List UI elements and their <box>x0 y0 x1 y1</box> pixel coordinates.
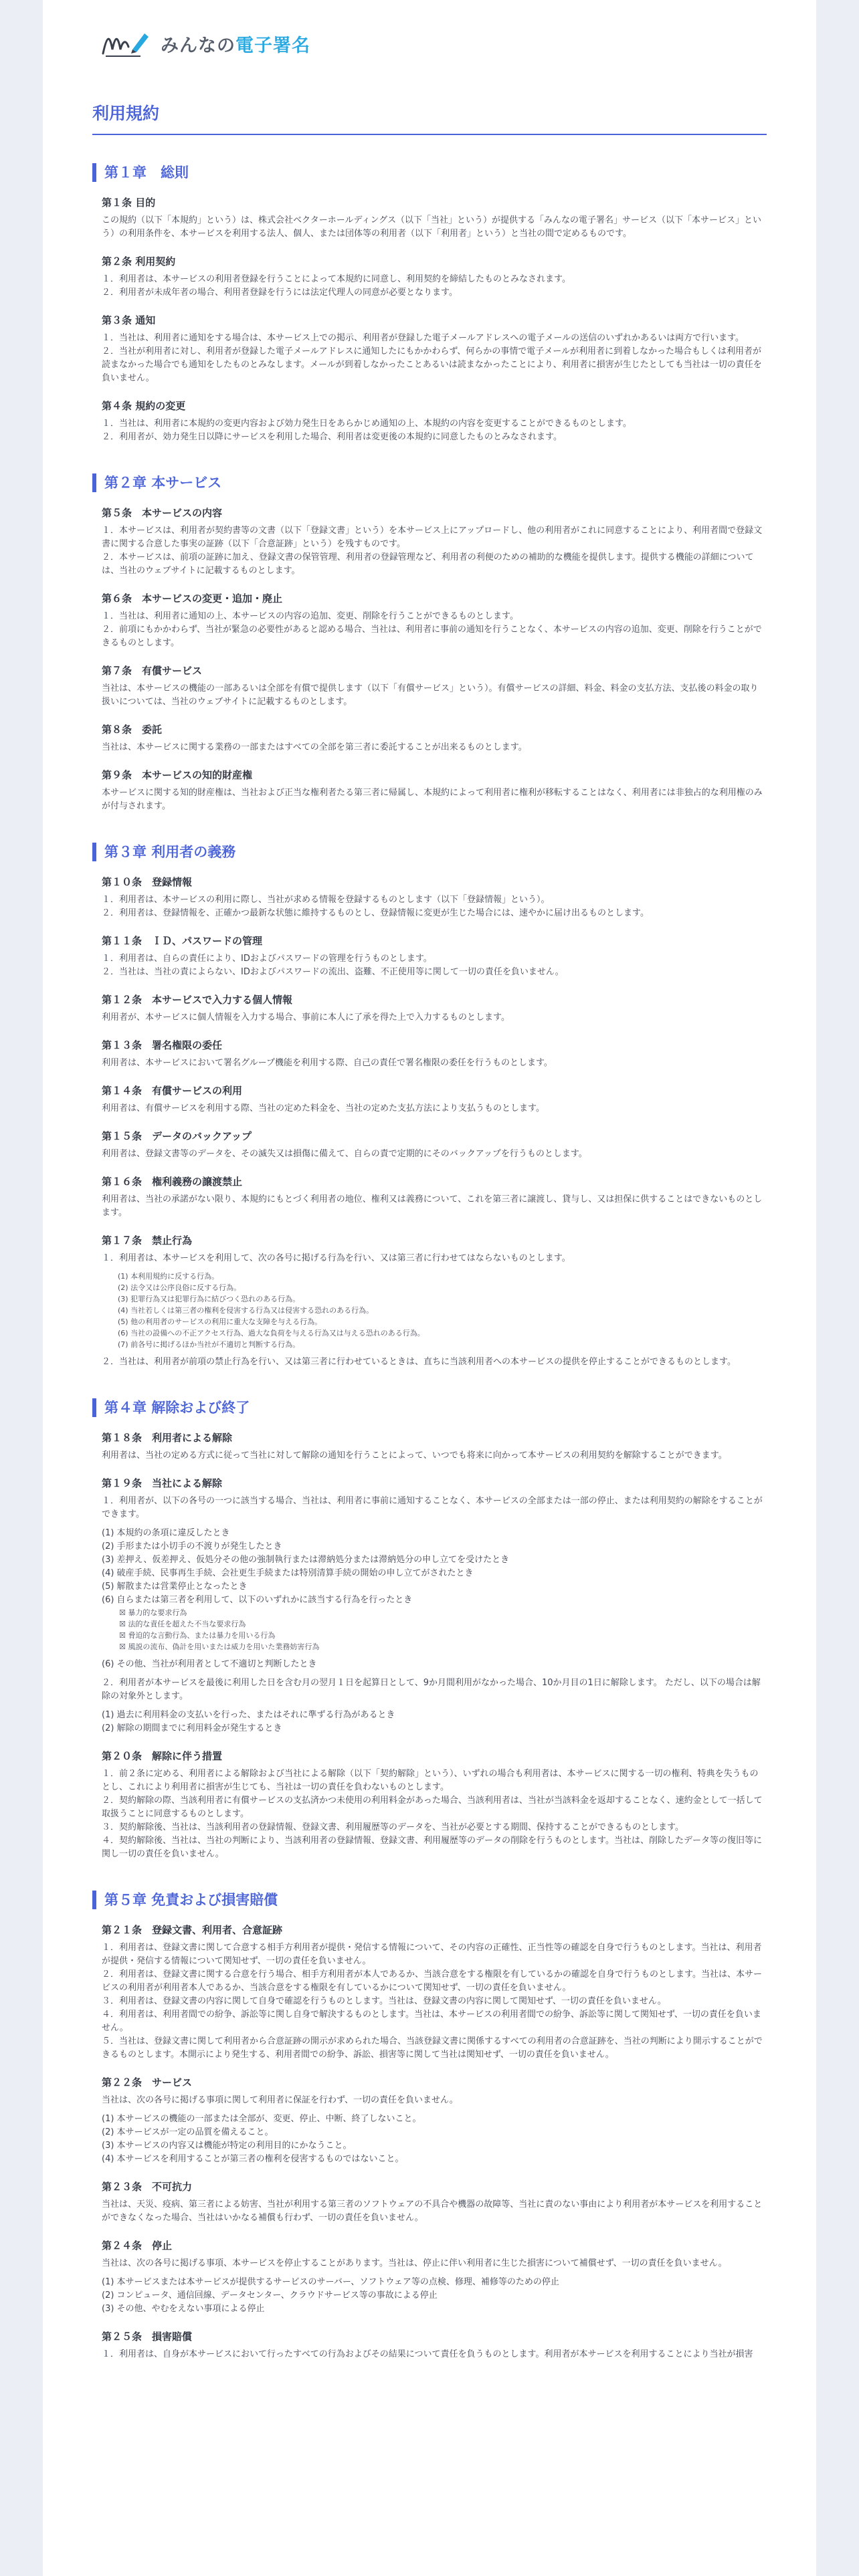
list-item: (5) 解散または営業停止となったとき <box>102 1582 248 1592</box>
list-item: (4) 破産手続、民事再生手続、会社更生手続または特別清算手続の開始の申し立てがされたとき <box>102 1568 474 1578</box>
title-divider <box>92 134 767 135</box>
article-paragraph: 当社は、天災、疫病、第三者による妨害、当社が利用する第三者のソフトウェアの不具合や機器の故障等、当社に責のない事由により利用者が本サービスを利用することができなくなった場合、当社はいかなる補償も行わず、一切の責任を負いません。 <box>102 2199 763 2223</box>
article-title: 第７条 有償サービス <box>102 665 203 677</box>
article-block <box>102 1923 767 2062</box>
article-block <box>102 195 767 241</box>
prohibited-item: (6) 当社の設備への不正アクセス行為、過大な負荷を与える行為又は与える恐れのある行為。 <box>118 1329 425 1337</box>
checkbox-item: ☒ 脅迫的な言動行為、または暴力を用いる行為 <box>119 1631 276 1640</box>
prohibited-item: (2) 法令又は公序良俗に反する行為。 <box>118 1283 242 1292</box>
spacer <box>102 1652 767 1658</box>
chapter-section <box>92 473 767 843</box>
article-paragraph: 利用者が、本サービスに個人情報を入力する場合、事前に本人に了承を得た上で入力するものとします。 <box>102 1012 510 1023</box>
article-block <box>102 1038 767 1070</box>
article-paragraph: ２．利用者が本サービスを最後に利用した日を含む月の翌月１日を起算日として、9か月間利用がなかった場合、10か月目の1日に解除します。 ただし、以下の場合は解除の対象外とします。 <box>102 1678 761 1701</box>
spacer <box>92 1874 767 1891</box>
list-item: (6) その他、当社が利用者として不適切と判断したとき <box>102 1659 317 1669</box>
article-title: 第２２条 サービス <box>102 2076 193 2088</box>
article-title: 第２１条 登録文書、利用者、合意証跡 <box>102 1924 283 1936</box>
logo-wordmark <box>161 31 310 57</box>
article-paragraph: １．利用者は、自身が本サービスにおいて行ったすべての行為およびその結果について責任を負うものとします。利用者が本サービスを利用することにより当社が損害 <box>102 2349 753 2359</box>
article-title: 第１０条 登録情報 <box>102 876 193 888</box>
article-title: 第２条 利用契約 <box>102 255 176 267</box>
article-title: 第１８条 利用者による解除 <box>102 1432 233 1444</box>
chapter-section <box>92 1398 767 1891</box>
list-item: (3) 差押え、仮差押え、仮処分その他の強制執行または滞納処分または滞納処分の申し立てを受けたとき <box>102 1555 510 1565</box>
article-block <box>102 768 767 813</box>
article-title: 第１６条 権利義務の譲渡禁止 <box>102 1176 243 1188</box>
list-item: (3) 本サービスの内容又は機能が特定の利用目的にかなうこと。 <box>102 2141 352 2151</box>
article-paragraph: ２．利用者は、登録情報を、正確かつ最新な状態に維持するものとし、登録情報に変更が生じた場合には、速やかに届け出るものとします。 <box>102 908 649 918</box>
spacer <box>92 2375 767 2391</box>
terms-content <box>92 163 767 2391</box>
article-paragraph: 当社は、次の各号に掲げる事項に関して利用者に保証を行わず、一切の責任を負いません。 <box>102 2095 458 2105</box>
site-header <box>56 0 803 87</box>
article-block <box>102 1129 767 1161</box>
article-title: 第６条 本サービスの変更・追加・廃止 <box>102 593 283 605</box>
article-paragraph: １．本サービスは、利用者が契約書等の文書（以下「登録文書」という）を本サービス上にアップロードし、他の利用者がこれに同意することにより、利用者間で登録文書に関する合意した事実の証跡（以下「合意証跡」という）を残すものです。 <box>102 526 763 549</box>
document-page <box>43 0 816 2576</box>
article-paragraph: ２．当社は、利用者が前項の禁止行為を行い、又は第三者に行わせているときは、直ちに当該利用者への本サービスの提供を停止することができるものとします。 <box>102 1357 736 1367</box>
article-block <box>102 506 767 578</box>
article-paragraph: ４．利用者は、利用者間での紛争、訴訟等に関し自身で解決するものとします。当社は、本サービスの利用者間での紛争、訴訟等に関して関知せず、一切の責任を負いません。 <box>102 2010 761 2033</box>
prohibited-item: (3) 犯罪行為又は犯罪行為に結びつく恐れのある行為。 <box>118 1295 300 1303</box>
article-paragraph: １．利用者が、以下の各号の一つに該当する場合、当社は、利用者に事前に通知することなく、本サービスの全部または一部の停止、または利用契約の解除をすることができます。 <box>102 1496 763 1519</box>
article-title: 第２４条 停止 <box>102 2240 173 2252</box>
prohibited-item: (1) 本利用規約に反する行為。 <box>118 1272 219 1281</box>
article-block <box>102 1430 767 1463</box>
article-title: 第２０条 解除に伴う措置 <box>102 1750 223 1762</box>
article-title: 第１条 目的 <box>102 197 156 209</box>
spacer <box>102 2107 767 2113</box>
list-item: (3) その他、やむをえない事項による停止 <box>102 2304 265 2314</box>
list-item: (2) 解除の期間までに利用料金が発生するとき <box>102 1723 282 1733</box>
article-paragraph: ２．利用者が未成年者の場合、利用者登録を行うには法定代理人の同意が必要となります。 <box>102 288 458 298</box>
article-title: 第１２条 本サービスで入力する個人情報 <box>102 994 293 1006</box>
article-paragraph: 利用者は、当社の承諾がない限り、本規約にもとづく利用者の地位、権利又は義務について、これを第三者に譲渡し、貸与し、又は担保に供することはできないものとします。 <box>102 1194 763 1218</box>
article-block <box>102 2238 767 2316</box>
chapter-title: 第３章 利用者の義務 <box>92 843 767 861</box>
article-paragraph: ２．前項にもかかわらず、当社が緊急の必要性があると認める場合、当社は、利用者に事前の通知を行うことなく、本サービスの内容の追加、変更、削除を行うことができるものとします。 <box>102 625 762 648</box>
article-title: 第８条 委託 <box>102 724 163 736</box>
article-paragraph: １．前２条に定める、利用者による解除および当社による解除（以下「契約解除」という）、いずれの場合も利用者は、本サービスに関する一切の権利、特典を失うものとし、これにより利用者に損害が生じても、当社は一切の責任を負わないものとします。 <box>102 1769 759 1792</box>
prohibited-item: (5) 他の利用者のサービスの利用に重大な支障を与える行為。 <box>118 1317 322 1326</box>
article-block <box>102 934 767 979</box>
list-item: (1) 本サービスまたは本サービスが提供するサービスのサーバー、ソフトウェア等の点検、修理、補修等のための停止 <box>102 2277 559 2287</box>
list-item: (4) 本サービスを利用することが第三者の権利を侵害するものではないこと。 <box>102 2154 404 2164</box>
article-title: 第５条 本サービスの内容 <box>102 507 223 519</box>
spacer <box>102 2270 767 2276</box>
article-paragraph: 当社は、本サービスの機能の一部あるいは全部を有償で提供します（以下「有償サービス」という）。有償サービスの詳細、料金、料金の支払方法、支払後の料金の取り扱いについては、当社のウェブサイトに記載するものとします。 <box>102 683 759 707</box>
prohibited-item: (4) 当社若しくは第三者の権利を侵害する行為又は侵害する恐れのある行為。 <box>118 1306 374 1315</box>
spacer <box>102 1521 767 1527</box>
checkbox-item: ☒ 風説の流布、偽計を用いまたは威力を用いた業務妨害行為 <box>119 1642 320 1651</box>
article-block <box>102 1174 767 1220</box>
article-block <box>102 1083 767 1115</box>
list-item: (2) 手形または小切手の不渡りが発生したとき <box>102 1541 282 1551</box>
article-title: 第２５条 損害賠償 <box>102 2331 193 2343</box>
article-paragraph: ２．契約解除の際、当該利用者に有償サービスの支払済かつ未使用の利用料金があった場合、当該利用者は、当社が当該料金を返却することなく、速約金として一括して取扱うことに同意するものとします。 <box>102 1796 763 1819</box>
article-block <box>102 1749 767 1861</box>
article-title: 第９条 本サービスの知的財産権 <box>102 769 253 781</box>
chapter-title: 第１章 総則 <box>92 163 767 182</box>
spacer <box>92 1382 767 1398</box>
article-block <box>102 875 767 920</box>
article-paragraph: １．当社は、利用者に通知の上、本サービスの内容の追加、変更、削除を行うことができるものとします。 <box>102 611 518 621</box>
article-paragraph: ３．契約解除後、当社は、当該利用者の登録情報、登録文書、利用履歴等のデータを、当社が必要とする期間、保持することができるものとします。 <box>102 1822 684 1832</box>
article-title: 第１１条 ＩＤ、パスワードの管理 <box>102 935 263 947</box>
chapter-section <box>92 843 767 1398</box>
article-title: 第２３条 不可抗力 <box>102 2181 193 2193</box>
article-title: 第１５条 データのバックアップ <box>102 1130 252 1142</box>
article-paragraph: ２．当社は、当社の責によらない、IDおよびパスワードの流出、盗難、不正使用等に関して一切の責任を負いません。 <box>102 967 564 977</box>
article-block <box>102 2329 767 2361</box>
article-paragraph: 当社は、次の各号に掲げる事項、本サービスを停止することがあります。当社は、停止に伴い利用者に生じた損害について補償せず、一切の責任を負いません。 <box>102 2258 727 2268</box>
list-item: (2) 本サービスが一定の品質を備えること。 <box>102 2127 274 2137</box>
logo-text-plain: みんなの <box>161 35 235 56</box>
article-paragraph: ５．当社は、登録文書に関して利用者から合意証跡の開示が求められた場合、当該登録文書に関係するすべての利用者の合意証跡を、当社の判断により開示することができるものとします。本開示により発生する、利用者間での紛争、訴訟、損害等に関して当社は関知せず、一切の責任を負いません。 <box>102 2036 763 2060</box>
article-block <box>102 992 767 1025</box>
article-paragraph: ２．当社が利用者に対し、利用者が登録した電子メールアドレスに通知したにもかかわらず、何らかの事情で電子メールが利用者に到着しなかった場合もしくは利用者が読まなかった場合でも通知をしたものとみなします。メールが到着しなかったことあるいは読まなかったことにより、利用者に損害が生じたとしても当社は一切の責任を負いません。 <box>102 346 762 383</box>
article-paragraph: 本サービスに関する知的財産権は、当社および正当な権利者たる第三者に帰属し、本規約によって利用者に権利が移転することはなく、利用者には非独占的な利用権のみが付与されます。 <box>102 788 763 811</box>
article-title: 第１７条 禁止行為 <box>102 1235 193 1247</box>
spacer <box>102 1350 767 1356</box>
article-paragraph: この規約（以下「本規約」という）は、株式会社ベクターホールディングス（以下「当社」という）が提供する「みんなの電子署名」サービス（以下「本サービス」という）の利用条件を、本サービスを利用する法人、個人、または団体等の利用者（以下「利用者」という）と当社の間で定めるものです。 <box>102 215 762 239</box>
list-item: (6) 自らまたは第三者を利用して、以下のいずれかに該当する行為を行ったとき <box>102 1595 413 1605</box>
spacer <box>92 457 767 473</box>
article-paragraph: ２．利用者は、登録文書に関する合意を行う場合、相手方利用者が本人であるか、当該合意をする権限を有しているかの確認を自身で行うものとします。当社は、本サービスの利用者が利用者本人であるか、当該合意をする権限を有しているかについて関知せず、一切の責任を負いません。 <box>102 1969 762 1993</box>
spacer <box>102 1703 767 1709</box>
page-title: 利用規約 <box>92 104 160 123</box>
article-block <box>102 1233 767 1369</box>
article-paragraph: ２．利用者が、効力発生日以降にサービスを利用した場合、利用者は変更後の本規約に同意したものとみなされます。 <box>102 432 562 442</box>
article-block <box>102 591 767 650</box>
chapter-title: 第５章 免責および損害賠償 <box>92 1891 767 1909</box>
article-block <box>102 663 767 709</box>
list-item: (1) 過去に利用料金の支払いを行った、またはそれに準ずる行為があるとき <box>102 1710 395 1720</box>
list-item: (2) コンピュータ、通信回線、データセンター、クラウドサービス等の事故による停止 <box>102 2290 438 2300</box>
chapter-section <box>92 163 767 473</box>
article-paragraph: ４．契約解除後、当社は、当社の判断により、当該利用者の登録情報、登録文書、利用履歴等のデータの削除を行うものとします。当社は、削除したデータ等の復旧等に関し一切の責任を負いません。 <box>102 1836 762 1859</box>
article-paragraph: ３．利用者は、登録文書の内容に関して自身で確認を行うものとします。当社は、登録文書の内容に関して関知せず、一切の責任を負いません。 <box>102 1996 666 2006</box>
site-logo[interactable] <box>100 27 310 60</box>
checkbox-item: ☒ 法的な責任を超えた不当な要求行為 <box>119 1620 246 1628</box>
spacer <box>92 827 767 843</box>
spacer <box>102 1671 767 1677</box>
article-paragraph: 利用者は、有償サービスを利用する際、当社の定めた料金を、当社の定めた支払方法により支払うものとします。 <box>102 1103 545 1113</box>
article-title: 第１９条 当社による解除 <box>102 1477 223 1489</box>
article-paragraph: １．利用者は、登録文書に関して合意する相手方利用者が提供・発信する情報について、その内容の正確性、正当性等の確認を自身で行うものとします。当社は、利用者が提供・発信する情報について関知せず、一切の責任を負いません。 <box>102 1943 762 1966</box>
article-paragraph: １．利用者は、本サービスを利用して、次の各号に掲げる行為を行い、又は第三者に行わせてはならないものとします。 <box>102 1253 571 1263</box>
article-paragraph: 利用者は、登録文書等のデータを、その滅失又は損傷に備えて、自らの責で定期的にそのバックアップを行うものとします。 <box>102 1149 587 1159</box>
logo-text-accent: 電子署名 <box>235 35 310 56</box>
article-block <box>102 2075 767 2166</box>
checkbox-item: ☒ 暴力的な要求行為 <box>119 1608 187 1617</box>
article-block <box>102 722 767 754</box>
list-item: (1) 本規約の条項に違反したとき <box>102 1528 230 1538</box>
article-title: 第３条 通知 <box>102 314 156 326</box>
article-block <box>102 254 767 300</box>
article-paragraph: ２．本サービスは、前項の証跡に加え、登録文書の保管管理、利用者の登録管理など、利用者の利便のための補助的な機能を提供します。提供する機能の詳細については、当社のウェブサイトに記載するものとします。 <box>102 552 754 576</box>
article-paragraph: １．当社は、利用者に本規約の変更内容および効力発生日をあらかじめ通知の上、本規約の内容を変更することができるものとします。 <box>102 419 632 429</box>
list-item: (1) 本サービスの機能の一部または全部が、変更、停止、中断、終了しないこと。 <box>102 2114 421 2124</box>
prohibited-item: (7) 前各号に掲げるほか当社が不適切と判断する行為。 <box>118 1340 300 1349</box>
chapter-section <box>92 1891 767 2391</box>
article-title: 第４条 規約の変更 <box>102 400 186 412</box>
signature-pen-icon <box>100 27 154 60</box>
spacer <box>102 1265 767 1271</box>
article-block <box>102 399 767 444</box>
article-paragraph: １．利用者は、本サービスの利用に際し、当社が求める情報を登録するものとします（以下「登録情報」という）。 <box>102 895 550 905</box>
chapter-title: 第２章 本サービス <box>92 473 767 492</box>
chapter-title: 第４章 解除および終了 <box>92 1398 767 1417</box>
article-paragraph: １．利用者は、自らの責任により、IDおよびパスワードの管理を行うものとします。 <box>102 954 432 964</box>
article-paragraph: 利用者は、当社の定める方式に従って当社に対して解除の通知を行うことによって、いつでも将来に向かって本サービスの利用契約を解除することができます。 <box>102 1451 727 1461</box>
article-block <box>102 2179 767 2225</box>
article-paragraph: １．利用者は、本サービスの利用者登録を行うことによって本規約に同意し、利用契約を締結したものとみなされます。 <box>102 274 571 284</box>
article-title: 第１３条 署名権限の委任 <box>102 1039 223 1051</box>
article-paragraph: 利用者は、本サービスにおいて署名グループ機能を利用する際、自己の責任で署名権限の委任を行うものとします。 <box>102 1058 553 1068</box>
article-paragraph: １．当社は、利用者に通知をする場合は、本サービス上での掲示、利用者が登録した電子メールアドレスへの電子メールの送信のいずれかあるいは両方で行います。 <box>102 333 745 343</box>
article-title: 第１４条 有償サービスの利用 <box>102 1085 243 1097</box>
article-block <box>102 1476 767 1735</box>
article-block <box>102 313 767 385</box>
article-paragraph: 当社は、本サービスに関する業務の一部またはすべての全部を第三者に委託することが出来るものとします。 <box>102 742 527 752</box>
